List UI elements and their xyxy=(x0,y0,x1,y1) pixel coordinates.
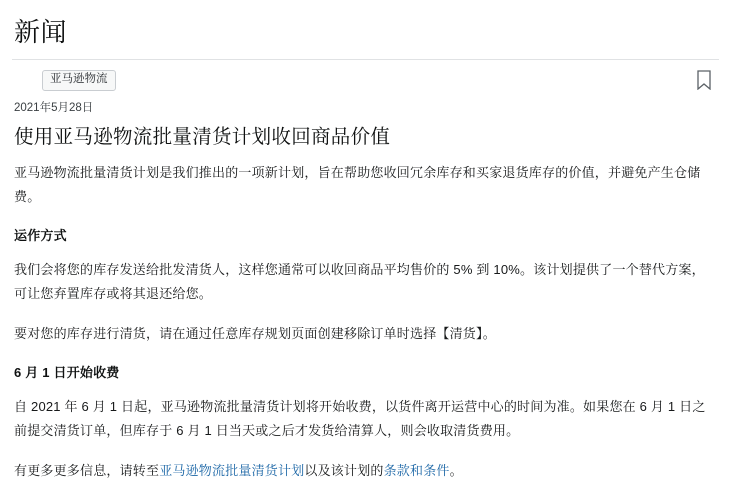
section-heading-how-it-works: 运作方式 xyxy=(14,227,67,243)
page-title: 新闻 xyxy=(14,17,68,47)
article-footer-line xyxy=(14,459,714,483)
bookmark-icon[interactable] xyxy=(697,70,711,90)
link-liquidation-program[interactable]: 亚马逊物流批量清货计划 xyxy=(159,462,305,478)
footer-mid-text: 以及该计划的 xyxy=(304,462,384,478)
article-meta-row xyxy=(14,60,715,95)
section1-paragraph-1: 我们会将您的库存发送给批发清货人，这样您通常可以收回商品平均售价的 5% 到 10%。该计划提供了一个替代方案，可让您弃置库存或将其退还给您。 xyxy=(14,261,705,301)
publish-date: 2021年5月28日 xyxy=(14,101,94,114)
footer-suffix-text: 。 xyxy=(449,462,463,478)
footer-prefix-text: 有更多更多信息，请转至 xyxy=(14,462,160,478)
section2-paragraph-1: 自 2021 年 6 月 1 日起，亚马逊物流批量清货计划将开始收费，以货件离开运营中心的时间为准。如果您在 6 月 1 日之前提交清货订单，但库存于 6 月 1 日当天或之后才发货给清算人，则会收取清货费用。 xyxy=(14,398,706,438)
article xyxy=(0,60,729,483)
link-terms-and-conditions[interactable]: 条款和条件 xyxy=(383,462,450,478)
section1-paragraph-2: 要对您的库存进行清货，请在通过任意库存规划页面创建移除订单时选择【清货】。 xyxy=(14,325,496,341)
article-intro: 亚马逊物流批量清货计划是我们推出的一项新计划，旨在帮助您收回冗余库存和买家退货库存的价值，并避免产生仓储费。 xyxy=(14,164,701,204)
tag-badge-fba[interactable]: 亚马逊物流 xyxy=(42,70,116,91)
article-headline: 使用亚马逊物流批量清货计划收回商品价值 xyxy=(14,125,391,148)
section-heading-fees: 6 月 1 日开始收费 xyxy=(14,364,120,380)
